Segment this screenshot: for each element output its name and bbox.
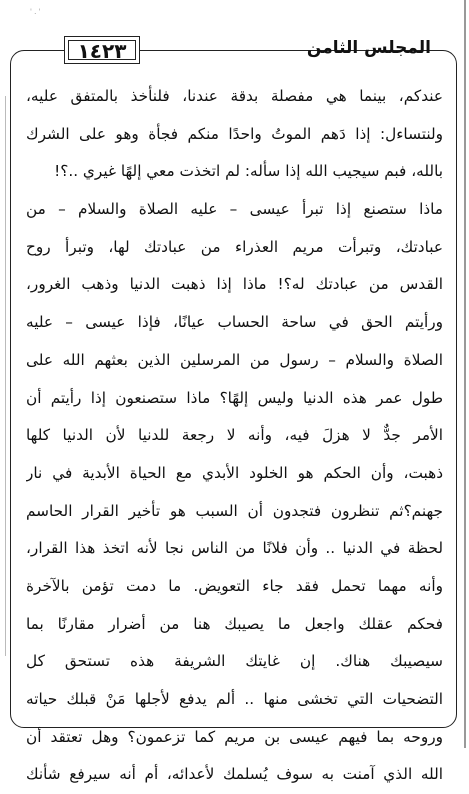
text-line: لحظة في الدنيا .. وأن فلانًا من الناس نجا لأنه اتخذ هذا القرار، [26,539,443,558]
text-line: بالله، فبم سيجيب الله إذا سأله: لم اتخذت معي إلهًا غيري ..؟! [54,162,443,181]
text-line: الله الذي آمنت به سوف يُسلمك لأعدائه، أم أنه سيرفع شأنك [26,765,443,784]
body-text [26,78,443,794]
text-line: وروحه بما فيهم عيسى بن مريم كما تزعمون؟ وهل تعتقد أن [26,727,443,746]
text-line: الأمر جدٌّ لا هزلَ فيه، وأنه لا رجعة للدنيا لأن الدنيا كلها [26,426,443,445]
text-line: طول عمر هذه الدنيا وليس إلهًا؟ ماذا ستصنعون إذا رأيتم أن [26,388,443,407]
text-line: ولنتساءل: إذا دَهم الموتُ واحدًا منكم فجأة وهو على الشرك [26,124,443,143]
running-title: المجلس الثامن [306,38,431,58]
text-line: فحكم عقلك واجعل ما يصيبك هنا من أضرار مقارنًا بما [26,614,443,633]
page-number: ١٤٢٣ [77,39,127,63]
text-line: سيصيبك هناك. إن غايتك الشريفة هذه تستحق كل [26,652,443,671]
text-line: عندكم، بينما هي مفصلة بدقة عندنا، فلنأخذ بالمتفق عليه، [26,87,443,105]
text-line: جهنم؟ثم تنظرون فتجدون أن السبب هو تأخير القرار الحاسم [26,501,443,520]
scan-edge-right [464,0,466,748]
page-header [0,28,469,72]
text-line: وأنه مهما تحمل فقد جاء التعويض. ما دمت تؤمن بالآخرة [26,576,443,595]
text-line: ورأيتم الحق في ساحة الحساب عيانًا، فإذا عيسى – عليه [26,313,443,332]
text-line: ذهبت، وأن الحكم هو الخلود الأبدي مع الحياة الأبدية في نار [26,463,443,482]
page-number-box [64,36,140,64]
text-line: الصلاة والسلام – رسول من المرسلين الذين بعثهم الله على [26,350,443,369]
scan-edge-left [5,96,6,656]
text-line: عبادتك، وتبرأت مريم العذراء من عبادتك لها، وتبرأ روح [26,237,443,256]
text-line: القدس من عبادتك له؟! ماذا إذا ذهبت الدنيا وذهب الغرور، [26,275,443,294]
scan-specks: ' . ' [30,8,41,16]
text-line: ماذا ستصنع إذا تبرأ عيسى – عليه الصلاة والسلام – من [26,200,443,219]
text-line: التضحيات التي تخشى منها .. ألم يدفع لأجلها مَنْ قبلك حياته [26,690,443,708]
